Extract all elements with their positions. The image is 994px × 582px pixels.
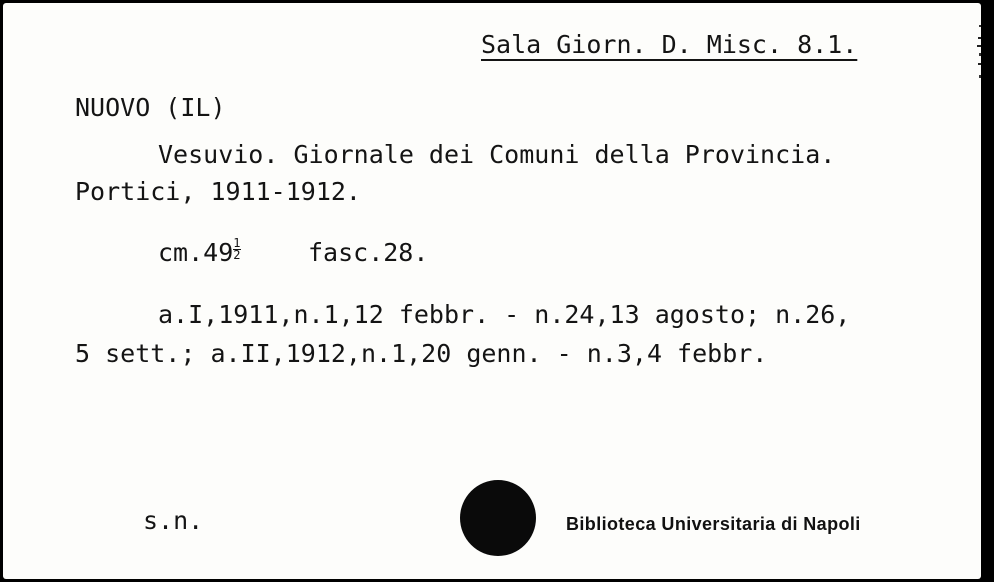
library-stamp: Biblioteca Universitaria di Napoli — [566, 514, 861, 534]
description-line-1: Vesuvio. Giornale dei Comuni della Provincia. — [158, 140, 836, 169]
size-fraction-numerator: 1 — [233, 236, 241, 250]
size-fraction — [233, 238, 240, 261]
catalog-card — [3, 3, 981, 579]
holdings-line-1: a.I,1911,n.1,12 febbr. - n.24,13 agosto; n.26, — [158, 300, 851, 329]
edge-specks-icon — [973, 23, 985, 83]
holdings-line-2: 5 sett.; a.II,1912,n.1,20 genn. - n.3,4 febbr. — [75, 339, 768, 368]
size-value: cm.49 — [158, 238, 234, 267]
punch-hole-icon — [458, 476, 538, 556]
card-title: NUOVO (IL) — [75, 93, 226, 122]
size-measure — [158, 238, 241, 268]
shelfmark: Sala Giorn. D. Misc. 8.1. — [481, 30, 858, 59]
description-line-2: Portici, 1911-1912. — [75, 177, 361, 206]
size-fraction-denominator: 2 — [233, 248, 241, 262]
fascicle-count: fasc.28. — [308, 238, 429, 267]
sine-nomine-note: s.n. — [143, 506, 204, 535]
